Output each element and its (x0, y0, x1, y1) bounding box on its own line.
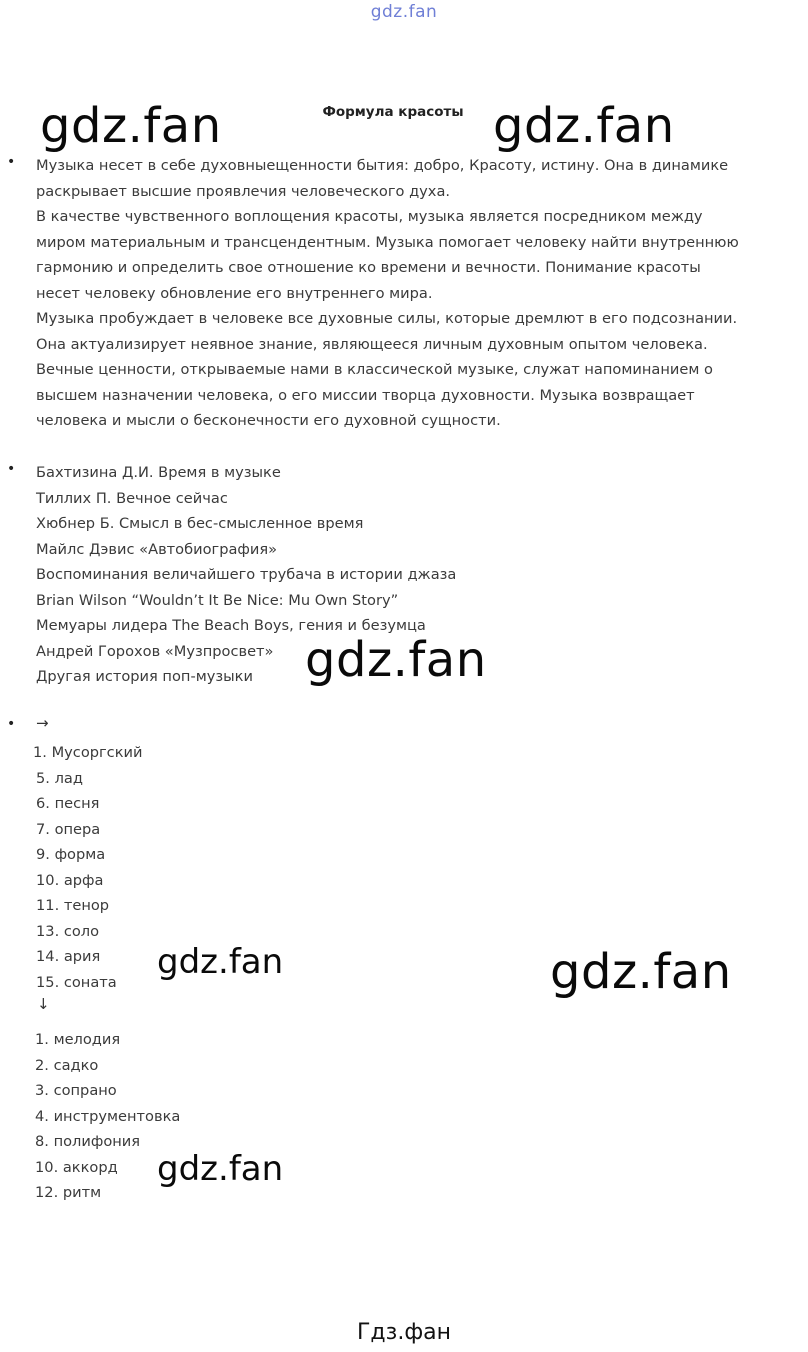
paragraph-line: высшем назначении человека, о его миссии творца духовности. Музыка возвращает (36, 386, 695, 404)
down-item: 10. аккорд (35, 1158, 118, 1176)
paragraph-line: Она актуализирует неявное знание, являющееся личным духовным опытом человека. (36, 335, 708, 353)
book-item: Хюбнер Б. Смысл в бес-смысленное время (36, 515, 364, 532)
book-item: Brian Wilson “Wouldn’t It Be Nice: Mu Own Story” (36, 591, 399, 609)
across-item: 13. соло (36, 922, 100, 940)
down-item: 1. мелодия (35, 1031, 121, 1048)
essay-paragraph (36, 153, 776, 434)
watermark: gdz.fan (157, 1149, 284, 1189)
across-item: 7. опера (36, 820, 101, 838)
paragraph-line: гармонию и определить свое отношение ко времени и вечности. Понимание красоты (36, 259, 701, 276)
down-item: 2. садко (35, 1056, 99, 1074)
paragraph-line: Музыка пробуждает в человеке все духовные силы, которые дремлют в его подсознании. (36, 310, 738, 327)
book-item: Воспоминания величайшего трубача в истории джаза (36, 566, 457, 583)
paragraph-line: раскрывает высшие проявлечия человеческого духа. (36, 182, 451, 200)
book-item: Тиллих П. Вечное сейчас (36, 489, 228, 507)
down-item: 3. сопрано (35, 1082, 117, 1099)
watermark: gdz.fan (157, 942, 284, 982)
paragraph-line: миром материальным и трансцендентным. Музыка помогает человеку найти внутреннюю (36, 233, 739, 251)
book-item: Бахтизина Д.И. Время в музыке (36, 464, 281, 481)
book-item: Майлс Дэвис «Автобиография» (36, 540, 278, 558)
paragraph-line: человека и мысли о бесконечности его духовной сущности. (36, 412, 501, 429)
book-item: Андрей Горохов «Музпросвет» (36, 642, 274, 660)
footer-label: Гдз.фан (357, 1320, 451, 1345)
across-item: 10. арфа (36, 871, 104, 889)
across-item: 11. тенор (36, 897, 110, 914)
paragraph-line: Вечные ценности, открываемые нами в классической музыке, служат напоминанием о (36, 361, 713, 378)
down-arrow-icon: ↓ (37, 995, 50, 1013)
across-item: 5. лад (36, 769, 83, 787)
watermark: gdz.fan (493, 98, 675, 154)
down-item: 12. ритм (35, 1184, 102, 1201)
book-item: Другая история поп-музыки (36, 668, 253, 685)
bullet-3: • (7, 716, 16, 732)
across-item: 1. Мусоргский (33, 744, 143, 761)
across-item: 15. соната (36, 973, 117, 991)
down-item: 4. инструментовка (35, 1107, 181, 1125)
paragraph-line: В качестве чувственного воплощения красоты, музыка является посредником между (36, 208, 703, 225)
paragraph-line: Музыка несет в себе духовныещенности бытия: добро, Красоту, истину. Она в динамике (36, 157, 729, 174)
watermark: gdz.fan (40, 98, 222, 154)
paragraph-line: несет человеку обновление его внутреннего мира. (36, 284, 433, 302)
watermark: gdz.fan (550, 944, 732, 1000)
across-item: 14. ария (36, 948, 101, 965)
watermark: gdz.fan (305, 632, 487, 688)
down-item: 8. полифония (35, 1133, 141, 1150)
document-title: Формула красоты (322, 104, 464, 120)
top-watermark: gdz.fan (370, 2, 438, 22)
across-item: 6. песня (36, 795, 100, 812)
bullet-2: • (7, 461, 16, 477)
book-item: Мемуары лидера The Beach Boys, гения и безумца (36, 617, 426, 634)
across-arrow-icon: → (36, 714, 49, 732)
bullet-1: • (7, 154, 16, 170)
across-item: 9. форма (36, 846, 106, 863)
